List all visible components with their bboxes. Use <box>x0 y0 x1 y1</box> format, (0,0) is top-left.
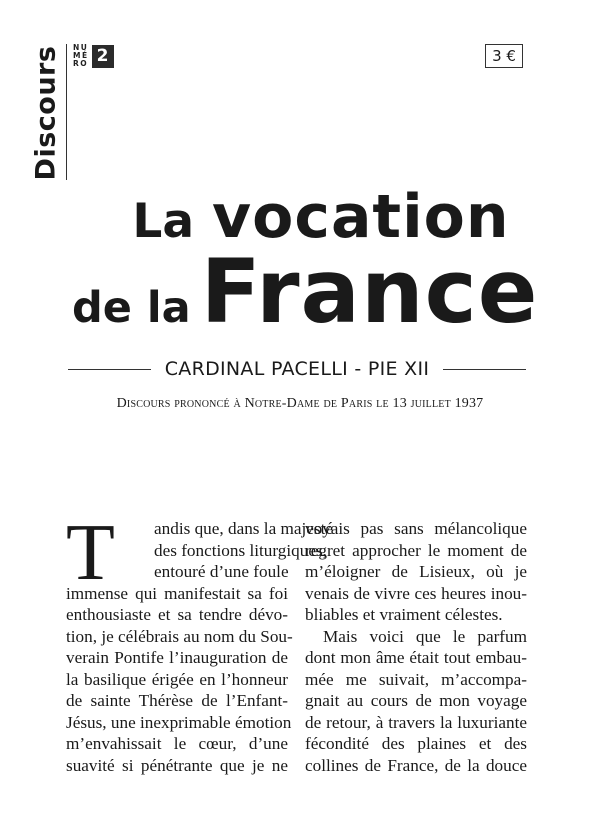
text-line: fécondité des plaines et des <box>305 734 527 753</box>
text-line: Mais voici que le parfum <box>323 626 527 646</box>
text-line: gnait au cours de mon voyage <box>305 691 527 710</box>
text-line: m’éloigner de Lisieux, où je <box>305 562 527 581</box>
subtitle: Discours prononcé à Notre-Dame de Paris le 13 juillet 1937 <box>116 396 484 411</box>
text-line: immense qui manifestait sa foi <box>66 583 288 603</box>
issue-word-line: NU <box>73 43 89 52</box>
series-label: Discours <box>30 45 62 181</box>
author-name: CARDINAL PACELLI - PIE XII <box>164 358 430 380</box>
price-badge: 3 € <box>485 44 523 68</box>
text-line: suavité si pénétrante que je ne <box>66 755 288 775</box>
text-line: de retour, à travers la luxuriante <box>305 712 527 732</box>
text-line: m’envahissait le cœur, d’une <box>66 734 288 753</box>
text-line: entouré d’une foule <box>154 562 289 581</box>
title-preposition: de la <box>72 283 191 333</box>
text-line: venais de vivre ces heures inou- <box>305 583 527 603</box>
issue-word <box>73 44 89 68</box>
title-line-2 <box>72 240 538 343</box>
author-rule-right <box>443 369 526 370</box>
text-line: de sainte Thérèse de l’Enfant- <box>66 691 288 710</box>
text-line: verain Pontife l’inauguration de <box>66 648 288 667</box>
issue-word-line: RO <box>73 59 89 68</box>
issue-word-line: MÉ <box>73 51 89 60</box>
title-article: La <box>132 194 195 249</box>
text-line: voyais pas sans mélancolique <box>305 519 527 538</box>
text-line: regret approcher le moment de <box>305 540 527 560</box>
text-line: des fonctions liturgiques, <box>154 540 327 560</box>
issue-number-block <box>73 44 114 68</box>
body-column-left <box>66 509 333 776</box>
text-line: enthousiaste et sa tendre dévo- <box>66 605 288 624</box>
text-line: mée me suivait, m’accompa- <box>305 669 527 689</box>
text-line: bliables et vraiment célestes. <box>305 605 503 624</box>
title-word-france: France <box>200 240 539 343</box>
text-line: collines de France, de la douce <box>305 755 527 775</box>
author-row <box>68 358 526 380</box>
title-word-vocation: vocation <box>212 182 510 252</box>
issue-number: 2 <box>92 45 114 68</box>
body-column-right <box>305 518 527 776</box>
vertical-divider <box>66 44 67 180</box>
text-line: la basilique érigée en l’honneur <box>66 669 288 689</box>
text-line: Jésus, une inexprimable émotion <box>66 712 292 732</box>
text-line: dont mon âme était tout embau- <box>305 648 527 667</box>
drop-cap: T <box>66 509 115 597</box>
author-rule-left <box>68 369 151 370</box>
series-label-block <box>28 44 64 182</box>
text-line: andis que, dans la majesté <box>154 519 333 538</box>
text-line: tion, je célébrais au nom du Sou- <box>66 626 293 646</box>
